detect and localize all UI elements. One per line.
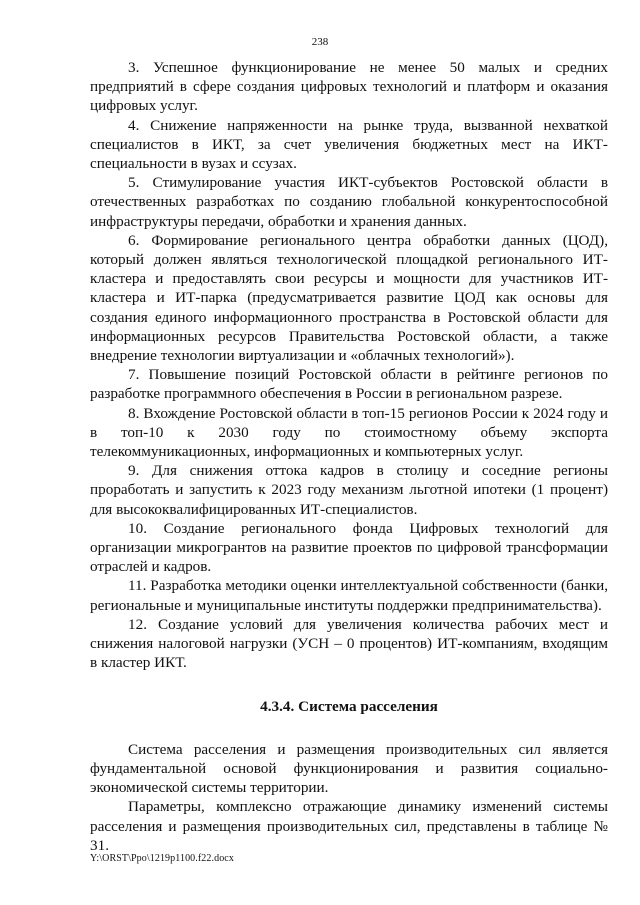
paragraph-item-5: 5. Стимулирование участия ИКТ-субъектов Ростовской области в отечественных разработках по созданию глобальной конкурентоспособной инфраструктуры передачи, обработки и хранения данных. — [90, 174, 608, 230]
settlement-system-paragraph: Система расселения и размещения производительных сил является фундаментальной основой функционирования и развития социально-экономической системы территории. — [90, 740, 608, 797]
paragraph-item-7: 7. Повышение позиций Ростовской области в рейтинге регионов по разработке программного обеспечения в России в региональном разрезе. — [90, 366, 608, 403]
paragraph-item-6: 6. Формирование регионального центра обработки данных (ЦОД), который должен являться технологической площадкой регионального ИТ-кластера и предоставлять свои ресурсы и мощности для участников ИТ-кластера и ИТ-парка (предусматривается развитие ЦОД как основы для создания единого информационного пространства в Ростовской области для информационных ресурсов Правительства Ростовской области, а также внедрение технологии виртуализации и «облачных технологий»). — [90, 231, 608, 365]
paragraph-item-9: 9. Для снижения оттока кадров в столицу и соседние регионы проработать и запустить к 2023 году механизм льготной ипотеки (1 процент) для высококвалифицированных ИТ-специалистов. — [90, 462, 608, 518]
paragraph-item-8: 8. Вхождение Ростовской области в топ-15 регионов России к 2024 году и в топ-10 к 2030 году по стоимостному объему экспорта телекоммуникационных, информационных и компьютерных услуг. — [90, 404, 608, 461]
parameters-paragraph: Параметры, комплексно отражающие динамику изменений системы расселения и размещения производительных сил, представлены в таблице № 31. — [90, 798, 608, 854]
paragraph-item-3: 3. Успешное функционирование не менее 50 малых и средних предприятий в сфере создания цифровых технологий и платформ и оказания цифровых услуг. — [90, 59, 608, 115]
paragraph-item-4: 4. Снижение напряженности на рынке труда, вызванной нехваткой специалистов в ИКТ, за счет увеличения бюджетных мест на ИКТ-специальности в вузах и ссузах. — [90, 116, 608, 173]
document-body — [90, 58, 608, 855]
paragraph-item-10: 10. Создание регионального фонда Цифровых технологий для организации микрогрантов на развитие проектов по цифровой трансформации отраслей и кадров. — [90, 519, 608, 576]
spacer — [90, 716, 608, 740]
page-number: 238 — [311, 36, 329, 48]
footer-file-path: Y:\ORST\Ppo\1219p1100.f22.docx — [90, 853, 234, 864]
section-heading: 4.3.4. Система расселения — [260, 697, 438, 715]
paragraph-item-11: 11. Разработка методики оценки интеллектуальной собственности (банки, региональные и муниципальные институты поддержки предпринимательства). — [90, 577, 608, 614]
paragraph-item-12: 12. Создание условий для увеличения количества рабочих мест и снижения налоговой нагрузки (УСН – 0 процентов) ИТ-компаниям, входящим в кластер ИКТ. — [90, 615, 608, 672]
